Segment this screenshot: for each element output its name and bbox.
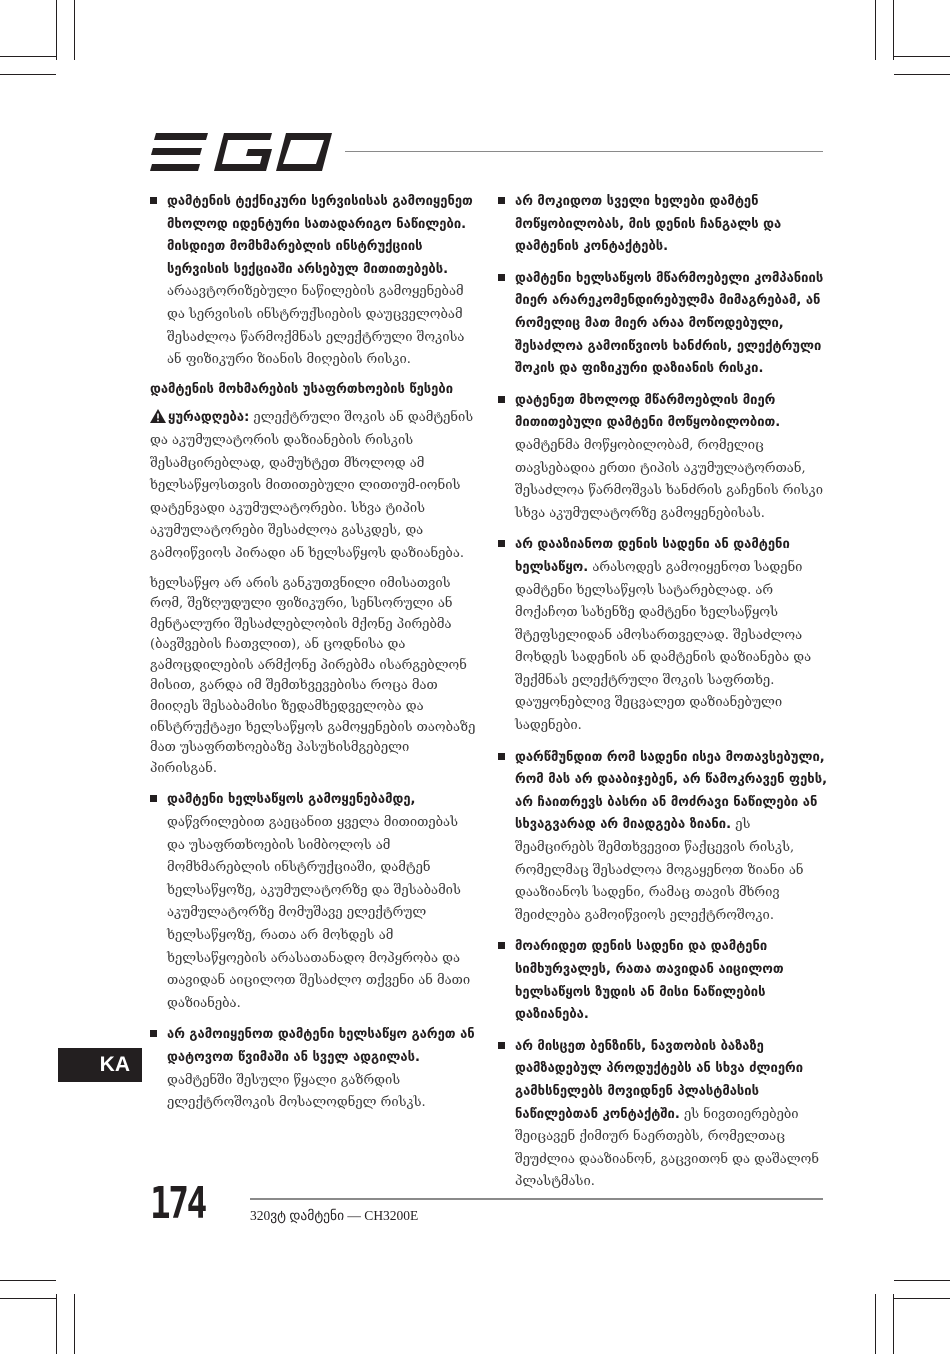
crop-mark (894, 1280, 950, 1281)
item-bold-text: დამტენი ხელსაწყოს მწარმოებელი კომპანიის მიერ არარეკომენდირებულმა მიმაგრებამ, ან რომელიც მათ მიერ არაა მოწოდებული, შესაძლოა გამოიწვიოს ხანძრის, ელექტრული შოკის და ფიზიკური დაზიანის რისკი. (515, 270, 824, 377)
warning-paragraph (150, 406, 478, 564)
item-text: დამტენმა მოწყობილობამ, რომელიც თავსებადია ერთი ტიპის აკუმულატორთან, შესაძლოა წარმოშვას ხანძრის გაჩენის რისკი სხვა აკუმულატორზე გამოყენებისას. (515, 437, 823, 521)
crop-mark (894, 56, 950, 57)
item-text: არასოდეს გამოიყენოთ სადენი დამტენი ხელსაწყოს სატარებლად. არ მოქაჩოთ სახენზე დამტენი ხელსაწყოს შტეფსელიდან ამოსართველად. შესაძლოა მოხდეს სადენის ან დამტენის დაზიანება და შექმნას ელექტრული შოკის საფრთხე. დაუყონებლივ შეცვალეთ დაზიანებული სადენები. (515, 559, 812, 734)
header-rule (345, 151, 823, 152)
item-bold-text: დარწმუნდით რომ სადენი ისეა მოთავსებული, რომ მას არ დააბიჯებენ, არ წამოკრავენ ფეხს, არ ჩაითრევს ბასრი ან მოძრავი ნაწილები ან სხვაგვარად არ მიადგება ზიანი. (515, 749, 828, 833)
item-bold-text: არ გამოიყენოთ დამტენი ხელსაწყო გარეთ ან დატოვოთ წვიმაში ან სველ ადგილას. (167, 1027, 475, 1065)
bullet-icon (498, 1042, 505, 1049)
item-bold-text: არ მისცეთ ბენზინს, ნავთობის ბაზაზე დამზადებულ პროდუქტებს ან სხვა ძლიერი გამხსნელებს მოვიდნენ პლასტმასის ნაწილებთან კონტაქტში. (515, 1038, 804, 1122)
crop-mark (875, 1294, 876, 1354)
warning-label: ყურადღება: (168, 410, 250, 426)
item-text: არაავტორიზებული ნაწილების გამოყენებამ და სერვისის ინსტრუქსიების დაუცველობამ შესაძლოა წარმოქმნას ელექტრული შოკისა ან ფიზიკური ზიანის მიღების რისკი. (167, 284, 465, 368)
right-column (498, 190, 828, 1202)
crop-mark (56, 0, 57, 60)
list-item (498, 935, 828, 1025)
footer-product-text: 320ვტ დამტენი — CH3200E (250, 1208, 419, 1223)
crop-mark (0, 74, 56, 75)
warning-text: ელექტრული შოკის ან დამტენის და აკუმულატორის დაზიანების რისკის შესამცირებლად, დამუხტეთ მხოლოდ ამ ხელსაწყოსთვის მითითებული ლითიუმ-იონის დატენვადი აკუმულატორები. სხვა ტიპის აკუმულატორები შესაძლოა გასკდეს, და გამოიწვიოს პირადი ან ხელსაწყოს დაზიანება. (150, 410, 474, 561)
item-bold-text: დატენეთ მხოლოდ მწარმოებლის მიერ მითითებული დამტენი მოწყობილობით. (515, 392, 781, 431)
list-item (498, 389, 828, 525)
footer-rule (250, 1198, 823, 1200)
item-bold-text: მოარიდეთ დენის სადენი და დამტენი სიმხურვალეს, რათა თავიდან აიცილოთ ხელსაწყოს ზუდის ან მისი ნაწილების დაზიანება. (515, 939, 784, 1023)
language-tab: KA (58, 1048, 142, 1082)
list-item (498, 267, 828, 380)
crop-mark (0, 56, 56, 57)
item-bold-text: დამტენის ტექნიკური სერვისისას გამოიყენეთ მხოლოდ იდენტური სათადარიგო ნაწილები. მისდიეთ მომხმარებლის ინსტრუქციის სერვისის სექციაში არსებულ მითითებებს. (167, 194, 473, 277)
item-bold-text: დამტენი ხელსაწყოს გამოყენებამდე, (167, 792, 416, 808)
item-bold-text: არ მოკიდოთ სველი ხელები დამტენ მოწყობილობას, მის დენის ჩანგალს და დამტენის კონტაქტებს. (515, 194, 782, 255)
bullet-icon (498, 274, 505, 281)
crop-mark (0, 1298, 56, 1299)
bullet-icon (150, 795, 157, 802)
page-number: 174 (150, 1178, 205, 1229)
list-item (498, 746, 828, 927)
body-paragraph: ხელსაწყო არ არის განკუთვნილი იმისათვის რომ, შეზღუდული ფიზიკური, სენსორული ან მენტალური შესაძლებლობის მქონე პირებმა (ბავშვების ჩათვლით), ან ცოდნისა და გამოცდილების არმქონე პირებმა ისარგებლონ მისით, გარდა იმ შემთხვევებისა როცა მათ მიიღეს შესაბამისი ზედამხედველობა და ინსტრუქტაჟი ხელსაწყოს გამოყენების თაობაზე მათ უსაფრთხოებაზე პასუხისმგებელი პირისგან. (150, 575, 476, 776)
crop-mark (56, 1294, 57, 1354)
crop-mark (894, 74, 950, 75)
crop-mark (0, 1280, 56, 1281)
bullet-icon (498, 540, 505, 547)
list-item (150, 788, 478, 1014)
crop-mark (875, 0, 876, 60)
bullet-icon (498, 396, 505, 403)
item-bold-text: არ დააზიანოთ დენის სადენი ან დამტენი ხელსაწყო. (515, 537, 790, 575)
item-text: დამტენში შესული წყალი გაზრდის ელექტროშოკის მოსალოდნელ რისკს. (167, 1072, 426, 1111)
bullet-icon (498, 942, 505, 949)
section-heading: დამტენის მოხმარების უსაფრთხოების წესები (150, 381, 454, 397)
left-column (150, 190, 478, 1123)
bullet-icon (498, 197, 505, 204)
crop-mark (893, 0, 894, 60)
warning-triangle-icon (150, 409, 166, 423)
list-item (150, 1023, 478, 1113)
item-text: ეს შეამცირებს შემთხვევით წაქცევის რისკს, რომელმაც შესაძლოა მოგაყენოთ ზიანი ან დააზიანოს სადენი, რამაც თავის მხრივ შეიძლება გამოიწვიოს ელექტროშოკი. (515, 817, 804, 923)
ego-logo-icon (150, 133, 332, 171)
item-text: დაწვრილებით გაეცანით ყველა მითითებას და უსაფრთხოების სიმბოლოს ამ მომხმარებლის ინსტრუქციაში, დამტენ ხელსაწყოზე, აკუმულატორზე და შესაბამის აკუმულატორზე მომუშავე ელექტრულ ხელსაწყოზე, რათა არ მოხდეს ამ ხელსაწყოების არასათანადო მოპყრობა და თავიდან აიცილოთ შესაძლო თქვენი ან მათი დაზიანება. (167, 815, 471, 1011)
crop-mark (74, 0, 75, 60)
bullet-icon (498, 753, 505, 760)
bullet-icon (150, 197, 157, 204)
crop-mark (894, 1298, 950, 1299)
list-item (498, 533, 828, 736)
list-item (498, 1035, 828, 1193)
list-item (150, 190, 478, 371)
item-text: ეს ნივთიერებები შეიცავენ ქიმიურ ნაერთებს, რომელთაც შეუძლია დააზიანონ, გაცვითონ და დაშალონ პლასტმასი. (515, 1106, 819, 1190)
crop-mark (74, 1294, 75, 1354)
bullet-icon (150, 1030, 157, 1037)
list-item (498, 190, 828, 258)
crop-mark (893, 1294, 894, 1354)
